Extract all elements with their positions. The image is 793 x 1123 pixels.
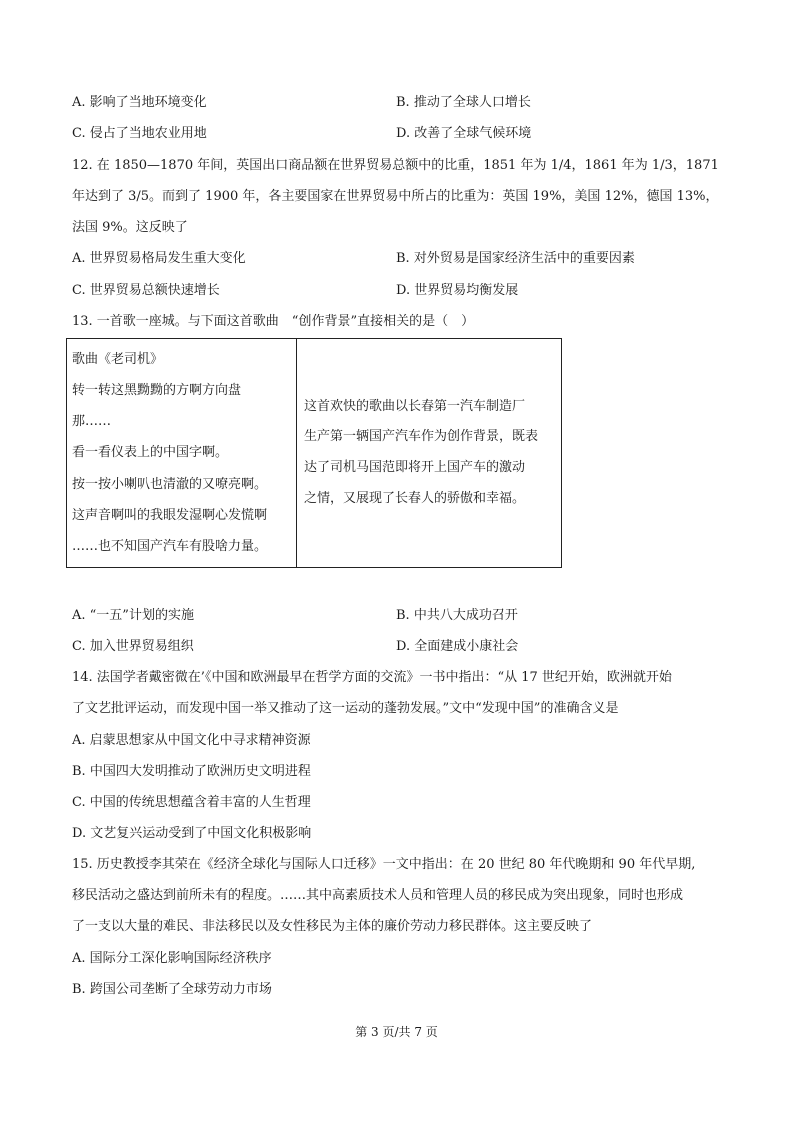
q15-option-a: A. 国际分工深化影响国际经济秩序 bbox=[72, 951, 272, 966]
q12-stem-line: 法国 9%。这反映了 bbox=[72, 220, 188, 235]
q14-option-a: A. 启蒙思想家从中国文化中寻求精神资源 bbox=[72, 733, 311, 748]
song-line: 歌曲《老司机》 bbox=[72, 352, 164, 367]
q11-option-d: D. 改善了全球气候环境 bbox=[396, 126, 532, 141]
q15-option-b: B. 跨国公司垄断了全球劳动力市场 bbox=[72, 982, 272, 997]
q11-option-a: A. 影响了当地环境变化 bbox=[72, 95, 207, 110]
q12-option-a: A. 世界贸易格局发生重大变化 bbox=[72, 251, 246, 266]
song-background-line: 生产第一辆国产汽车作为创作背景，既表 bbox=[304, 429, 539, 444]
q14-stem-line: 了文艺批评运动，而发现中国一举又推动了这一运动的蓬勃发展。”文中“发现中国”的准确含义是 bbox=[72, 701, 619, 716]
q15-stem-line: 15. 历史教授李其荣在《经济全球化与国际人口迁移》一文中指出：在 20 世纪 80 年代晚期和 90 年代早期, bbox=[72, 857, 696, 872]
page-number: 第 3 页/共 7 页 bbox=[355, 1025, 438, 1039]
q12-option-d: D. 世界贸易均衡发展 bbox=[396, 283, 519, 298]
q13-option-b: B. 中共八大成功召开 bbox=[396, 608, 518, 623]
q14-option-b: B. 中国四大发明推动了欧洲历史文明进程 bbox=[72, 764, 311, 779]
q12-stem-line: 年达到了 3/5。而到了 1900 年，各主要国家在世界贸易中所占的比重为：英国 19%，美国 12%，德国 13%， bbox=[72, 189, 719, 204]
song-background-line: 这首欢快的歌曲以长春第一汽车制造厂 bbox=[304, 399, 526, 414]
song-line: 看一看仪表上的中国字啊。 bbox=[72, 445, 229, 460]
q12-option-b: B. 对外贸易是国家经济生活中的重要因素 bbox=[396, 251, 635, 266]
song-line: 那…… bbox=[72, 414, 112, 429]
song-table-divider bbox=[296, 338, 297, 568]
q13-stem: 13. 一首歌一座城。与下面这首歌曲 “创作背景”直接相关的是（ ） bbox=[72, 314, 475, 329]
q13-option-d: D. 全面建成小康社会 bbox=[396, 639, 519, 654]
song-line: 转一转这黑黝黝的方啊方向盘 bbox=[72, 383, 242, 398]
q14-stem-line: 14. 法国学者戴密微在’《中国和欧洲最早在哲学方面的交流》一书中指出：“从 17 世纪开始，欧洲就开始 bbox=[72, 670, 672, 685]
q13-option-c: C. 加入世界贸易组织 bbox=[72, 639, 194, 654]
q14-option-d: D. 文艺复兴运动受到了中国文化积极影响 bbox=[72, 826, 312, 841]
song-background-line: 达了司机马国范即将开上国产车的激动 bbox=[304, 460, 526, 475]
song-background-line: 之情，又展现了长春人的骄傲和幸福。 bbox=[304, 491, 526, 506]
q11-option-b: B. 推动了全球人口增长 bbox=[396, 95, 531, 110]
q12-option-c: C. 世界贸易总额快速增长 bbox=[72, 283, 220, 298]
q14-option-c: C. 中国的传统思想蕴含着丰富的人生哲理 bbox=[72, 795, 311, 810]
q15-stem-line: 移民活动之盛达到前所未有的程度。……其中高素质技术人员和管理人员的移民成为突出现象，同时也形成 bbox=[72, 888, 684, 903]
song-line: 按一按小喇叭也清澈的又嘹亮啊。 bbox=[72, 477, 268, 492]
q11-option-c: C. 侵占了当地农业用地 bbox=[72, 126, 207, 141]
song-line: 这声音啊叫的我眼发湿啊心发慌啊 bbox=[72, 508, 268, 523]
q13-option-a: A. “一五”计划的实施 bbox=[72, 608, 194, 623]
song-line: ……也不知国产汽车有股啥力量。 bbox=[72, 539, 268, 554]
q12-stem-line: 12. 在 1850—1870 年间，英国出口商品额在世界贸易总额中的比重，1851 年为 1/4，1861 年为 1/3，1871 bbox=[72, 158, 719, 173]
q15-stem-line: 了一支以大量的难民、非法移民以及女性移民为主体的廉价劳动力移民群体。这主要反映了 bbox=[72, 919, 593, 934]
